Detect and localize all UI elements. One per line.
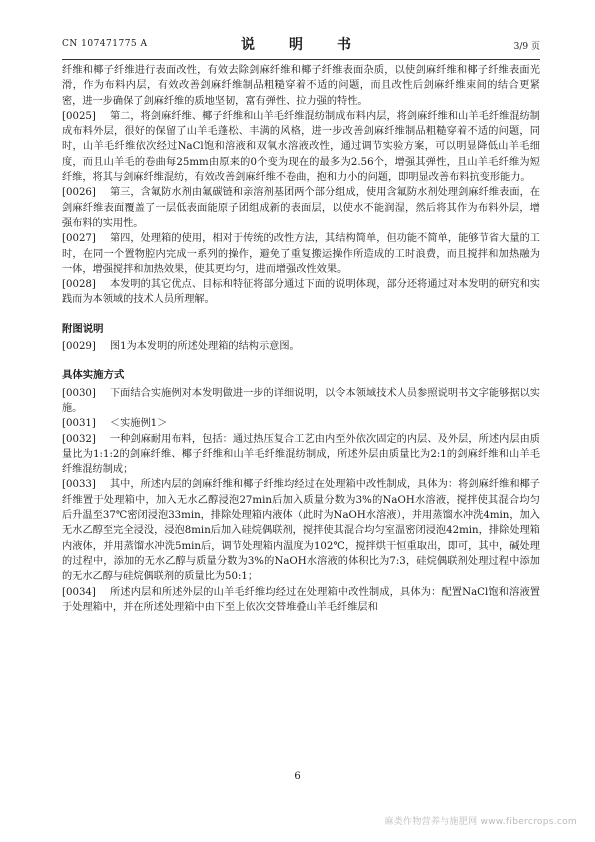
paragraph-text: 所述内层和所述外层的山羊毛纤维均经过在处理箱中改性制成，具体为：配置NaCl饱和溶液置于处理箱中，并在所述处理箱中由下至上依次交替堆叠山羊毛纤维层和 bbox=[62, 586, 540, 613]
paragraph-number: [0029] bbox=[62, 341, 96, 353]
paragraph-number: [0028] bbox=[62, 279, 96, 291]
paragraph bbox=[62, 585, 540, 616]
paragraph-number: [0033] bbox=[62, 479, 96, 491]
document-title: 说 明 书 bbox=[241, 37, 361, 53]
document-body bbox=[62, 63, 540, 615]
page-header bbox=[62, 34, 540, 56]
section-heading-embodiments: 具体实施方式 bbox=[62, 369, 125, 382]
paragraph bbox=[62, 432, 540, 478]
paragraph-number: [0026] bbox=[62, 187, 96, 199]
paragraph bbox=[62, 339, 540, 354]
page-indicator: 3/9 页 bbox=[513, 42, 540, 52]
section-heading-figures: 附图说明 bbox=[62, 322, 104, 335]
paragraph bbox=[62, 231, 540, 277]
paragraph-number: [0027] bbox=[62, 233, 96, 245]
paragraph-number: [0034] bbox=[62, 586, 96, 598]
paragraph-text: 一种剑麻耐用布料，包括：通过热压复合工艺由内至外依次固定的内层、及外层，所述内层由质量比为1:1:2的剑麻纤维、椰子纤维和山羊毛纤维混纺制成，所述外层由质量比为2:1的剑麻纤维和山羊毛纤维混纺制成； bbox=[62, 433, 540, 476]
paragraph-number: [0031] bbox=[62, 418, 96, 430]
paragraph-number: [0032] bbox=[62, 433, 96, 445]
paragraph-text: 图1为本发明的所述处理箱的结构示意图。 bbox=[109, 341, 300, 353]
paragraph bbox=[62, 109, 540, 185]
paragraph bbox=[62, 416, 540, 431]
paragraph bbox=[62, 386, 540, 417]
paragraph bbox=[62, 185, 540, 231]
page-number: 6 bbox=[294, 771, 301, 782]
paragraph-continuation: 纤维和椰子纤维进行表面改性，有效去除剑麻纤维和椰子纤维表面杂质，以使剑麻纤维和椰子纤维表面光滑，作为布料内层，有效改善剑麻纤维制品粗糙穿着不适的问题，而且改性后剑麻纤维束间的结合更紧密，进一步确保了剑麻纤维的质地坚韧，富有弹性、拉力强的特性。 bbox=[62, 65, 540, 107]
header-rule bbox=[62, 59, 540, 60]
paragraph-text: 其中，所述内层的剑麻纤维和椰子纤维均经过在处理箱中改性制成，具体为：将剑麻纤维和椰子纤维置于处理箱中，加入无水乙醇浸泡27min后加入质量分数为3%的NaOH水溶液，搅拌使其混合均匀后升温至37℃密闭浸泡33min，排除处理箱内液体（此时为NaOH水溶液），并用蒸馏水冲洗4min，加入无水乙醇至完全浸没，浸泡8min后加入硅烷偶联剂，搅拌使其混合均匀室温密闭浸泡42min，排除处理箱内液体，并用蒸馏水冲洗5min后，调节处理箱内温度为102℃，搅拌烘干恒重取出，即可，其中，碱处理的过程中，添加的无水乙醇与质量分数为3%的NaOH水溶液的体积比为7:3，硅烷偶联剂处理过程中添加的无水乙醇与硅烷偶联剂的质量比为50:1； bbox=[62, 479, 540, 583]
paragraph bbox=[62, 277, 540, 308]
paragraph-number: [0030] bbox=[62, 387, 96, 399]
paragraph-text: 本发明的其它优点、目标和特征将部分通过下面的说明体现，部分还将通过对本发明的研究和实践而为本领域的技术人员所理解。 bbox=[62, 279, 540, 306]
publication-number: CN 107471775 A bbox=[62, 39, 148, 49]
paragraph-text: 第三，含氟防水剂由氟碳链和亲溶剂基团两个部分组成，使用含氟防水剂处理剑麻纤维表面，在剑麻纤维表面覆盖了一层低表面能原子团组成新的表面层，以使水不能润湿，然后将其作为布料外层，增强布料的实用性。 bbox=[62, 187, 540, 229]
paragraph-number: [0025] bbox=[62, 110, 96, 122]
site-watermark: 麻类作物营养与施肥网 www.fibercrops.com bbox=[384, 817, 577, 827]
paragraph-text: ＜实施例1＞ bbox=[109, 418, 168, 430]
paragraph-text: 下面结合实施例对本发明做进一步的详细说明，以令本领域技术人员参照说明书文字能够据以实施。 bbox=[62, 387, 540, 414]
paragraph-text: 第四，处理箱的使用，相对于传统的改性方法，其结构简单，但功能不简单，能够节省大量的工时，在同一个置物腔内完成一系列的操作，避免了重复搬运操作所造成的工时浪费，而且搅拌和加热融为一体，增强搅拌和加热效果，使其更均匀，进而增强改性效果。 bbox=[62, 233, 540, 275]
paragraph bbox=[62, 477, 540, 584]
paragraph-text: 第二，将剑麻纤维、椰子纤维和山羊毛纤维混纺制成布料内层，将剑麻纤维和山羊毛纤维混纺制成布料外层，很好的保留了山羊毛蓬松、丰满的风格，进一步改善剑麻纤维制品粗糙穿着不适的问题，同时，山羊毛纤维依次经过NaCl饱和溶液和双氧水溶液改性，通过调节实验方案，可以明显降低山羊毛细度，而且山羊毛的卷曲每25mm由原来的0个变为现在的最多为2.56个，增强其弹性，且山羊毛纤维为短纤维，将其与剑麻纤维混纺，有效改善剑麻纤维不卷曲，抱和力小的问题，即明显改善布料抗变形能力。 bbox=[62, 110, 540, 184]
